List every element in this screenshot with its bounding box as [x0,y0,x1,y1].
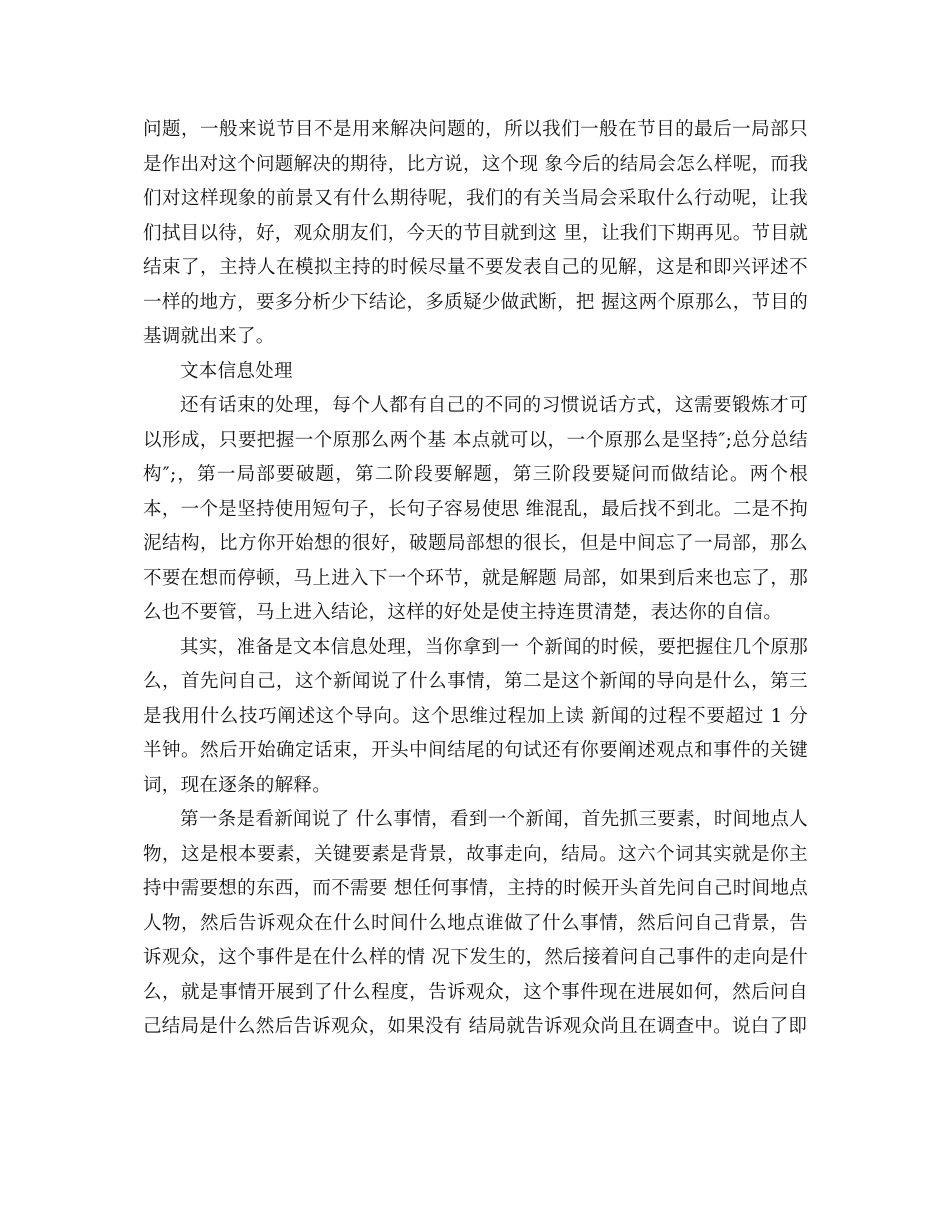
paragraph-continuation: 问题，一般来说节目不是用来解决问题的，所以我们一般在节目的最后一局部只是作出对这个问题解决的期待，比方说，这个现 象今后的结局会怎么样呢，而我们对这样现象的前景又有什么期待呢，我们的有关当局会采取什么行动呢，让我们拭目以待，好，观众朋友们，今天的节目就到这 里，让我们下期再见。节目就结束了，主持人在模拟主持的时候尽量不要发表自己的见解，这是和即兴评述不一样的地方，要多分析少下结论，多质疑少做武断，把 握这两个原那么，节目的基调就出来了。 [143,119,808,347]
document-body [143,113,808,1045]
paragraph: 第一条是看新闻说了 什么事情，看到一个新闻，首先抓三要素，时间地点人物，这是根本要素，关键要素是背景，故事走向，结局。这六个词其实就是你主持中需要想的东西，而不需要 想任何事情，主持的时候开头首先问自己时间地点人物，然后告诉观众在什么时间什么地点谁做了什么事情，然后问自己背景，告诉观众，这个事件是在什么样的情 况下发生的，然后接着问自己事件的走向是什么，就是事情开展到了什么程度，告诉观众，这个事件现在进展如何，然后问自己结局是什么然后告诉观众，如果没有 结局就告诉观众尚且在调查中。说白了即 [143,809,808,1037]
paragraph: 其实，准备是文本信息处理，当你拿到一 个新闻的时候，要把握住几个原那么，首先问自己，这个新闻说了什么事情，第二是这个新闻的导向是什么，第三是我用什么技巧阐述这个导向。这个思维过程加上读 新闻的过程不要超过 1 分半钟。然后开始确定话束，开头中间结尾的句试还有你要阐述观点和事件的关键词，现在逐条的解释。 [143,636,808,796]
paragraph: 还有话束的处理，每个人都有自己的不同的习惯说话方式，这需要锻炼才可以形成，只要把握一个原那么两个基 本点就可以，一个原那么是坚持″;总分总结构″;，第一局部要破题，第二阶段要解题，第三阶段要疑问而做结论。两个根本，一个是坚持使用短句子，长句子容易使思 维混乱，最后找不到北。二是不拘泥结构，比方你开始想的很好，破题局部想的很长，但是中间忘了一局部，那么不要在想而停顿，马上进入下一个环节，就是解题 局部，如果到后来也忘了，那么也不要管，马上进入结论，这样的好处是使主持连贯清楚，表达你的自信。 [143,395,808,623]
section-heading: 文本信息处理 [180,360,293,382]
